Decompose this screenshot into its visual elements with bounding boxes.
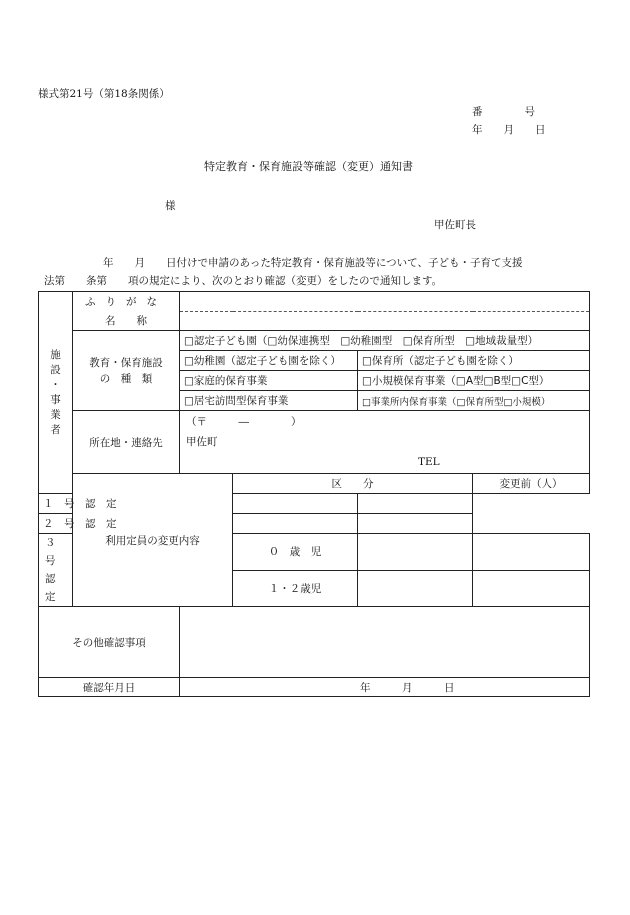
body-line-1: 年 月 日付けで申請のあった特定教育・保育施設等について、子ども・子育て支援	[103, 257, 523, 269]
age12-after[interactable]	[473, 570, 590, 607]
facility-label: 施 設 ・ 事 業 者	[39, 292, 73, 494]
type-home-daycare[interactable]: □家庭的保育事業	[180, 371, 358, 391]
cert1-before[interactable]	[233, 494, 358, 514]
number-label: 番 号	[472, 106, 535, 118]
facility-type-label: 教育・保育施設 の 種 類	[73, 331, 180, 411]
issuer: 甲佐町長	[434, 219, 476, 231]
age0-before[interactable]	[358, 534, 473, 571]
type-nursery[interactable]: □保育所（認定子ども園を除く）	[358, 351, 590, 371]
body-line-2: 法第 条第 項の規定により、次のとおり確認（変更）をしたので通知します。	[44, 275, 443, 287]
location-field[interactable]	[180, 411, 590, 474]
name-field[interactable]	[180, 312, 590, 331]
furigana-label: ふりがな	[73, 292, 180, 312]
tel-label: TEL	[418, 456, 440, 468]
type-small-scale[interactable]: □小規模保育事業（□A型□B型□C型）	[358, 371, 590, 391]
cert2-before[interactable]	[233, 514, 358, 534]
form-number: 様式第21号（第18条関係）	[38, 88, 170, 100]
age12-label: １・２歳児	[233, 570, 358, 607]
age0-after[interactable]	[473, 534, 590, 571]
document-title: 特定教育・保育施設等確認（変更）通知書	[204, 160, 413, 173]
cert2-after[interactable]	[358, 514, 473, 534]
name-label: 名 称	[73, 312, 180, 331]
type-certified-center[interactable]: □認定子ども園（□幼保連携型 □幼稚園型 □保育所型 □地域裁量型）	[180, 331, 590, 351]
confirm-date-label: 確認年月日	[39, 678, 180, 697]
location-label: 所在地・連絡先	[73, 411, 180, 474]
confirmation-table	[38, 291, 590, 697]
cert3-label: ３ 号 認 定	[39, 534, 73, 607]
age0-label: ０ 歳 児	[233, 534, 358, 571]
date-label: 年 月 日	[472, 124, 546, 136]
other-field[interactable]	[180, 607, 590, 678]
division-header: 区 分	[233, 474, 473, 494]
type-home-visit[interactable]: □居宅訪問型保育事業	[180, 391, 358, 411]
capacity-label: 利用定員の変更内容	[73, 474, 233, 607]
furigana-field[interactable]	[180, 292, 590, 312]
age12-before[interactable]	[358, 570, 473, 607]
type-workplace[interactable]: □事業所内保育事業（□保育所型□小規模）	[358, 391, 590, 411]
addressee-suffix: 様	[165, 200, 176, 212]
postal-code: （〒 ― ）	[186, 416, 302, 428]
confirm-date-field[interactable]: 年 月 日	[180, 678, 590, 697]
town-name: 甲佐町	[186, 436, 218, 448]
other-label: その他確認事項	[39, 607, 180, 678]
type-kindergarten[interactable]: □幼稚園（認定子ども園を除く）	[180, 351, 358, 371]
cert1-label: １ 号 認 定	[39, 494, 180, 514]
before-header: 変更前（人）	[473, 474, 590, 494]
cert1-after[interactable]	[358, 494, 473, 514]
cert2-label: ２ 号 認 定	[39, 514, 180, 534]
